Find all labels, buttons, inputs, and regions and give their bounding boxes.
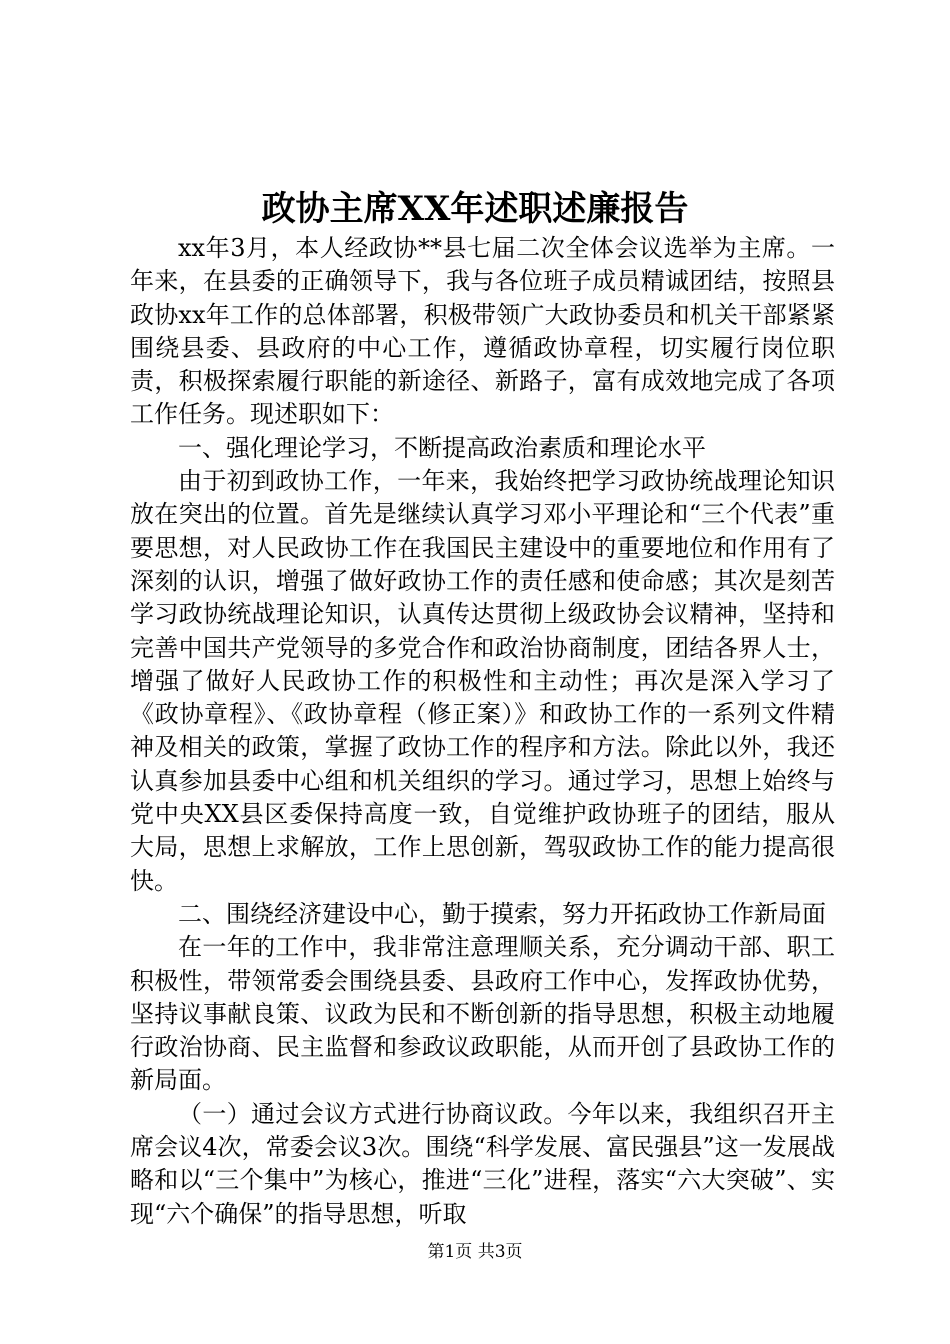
paragraph-work: 在一年的工作中，我非常注意理顺关系，充分调动干部、职工积极性，带领常委会围绕县委、县政府工作中心，发挥政协优势，坚持议事献良策、议政为民和不断创新的指导思想，积极主动地履行政治协商、民主监督和参政议政职能，从而开创了县政协工作的新局面。	[130, 933, 835, 1095]
section-heading-1: 一、强化理论学习，不断提高政治素质和理论水平	[178, 433, 706, 462]
document-body	[130, 232, 835, 1231]
section-heading-2: 二、围绕经济建设中心，勤于摸索，努力开拓政协工作新局面	[178, 899, 826, 928]
document-title: 政协主席XX年述职述廉报告	[261, 189, 689, 229]
paragraph-meetings: （一）通过会议方式进行协商议政。今年以来，我组织召开主席会议4次，常委会议3次。围绕“科学发展、富民强县”这一发展战略和以“三个集中”为核心，推进“三化”进程，落实“六大突破”、实现“六个确保”的指导思想，听取	[130, 1099, 835, 1228]
paragraph-study: 由于初到政协工作，一年来，我始终把学习政协统战理论知识放在突出的位置。首先是继续认真学习邓小平理论和“三个代表”重要思想，对人民政协工作在我国民主建设中的重要地位和作用有了深刻的认识，增强了做好政协工作的责任感和使命感；其次是刻苦学习政协统战理论知识，认真传达贯彻上级政协会议精神，坚持和完善中国共产党领导的多党合作和政治协商制度，团结各界人士，增强了做好人民政协工作的积极性和主动性；再次是深入学习了《政协章程》、《政协章程（修正案）》和政协工作的一系列文件精神及相关的政策，掌握了政协工作的程序和方法。除此以外，我还认真参加县委中心组和机关组织的学习。通过学习，思想上始终与党中央XX县区委保持高度一致，自觉维护政协班子的团结，服从大局，思想上求解放，工作上思创新，驾驭政协工作的能力提高很快。	[130, 467, 835, 895]
paragraph-intro: xx年3月，本人经政协**县七届二次全体会议选举为主席。一年来，在县委的正确领导下，我与各位班子成员精诚团结，按照县政协xx年工作的总体部署，积极带领广大政协委员和机关干部紧紧围绕县委、县政府的中心工作，遵循政协章程，切实履行岗位职责，积极探索履行职能的新途径、新路子，富有成效地完成了各项工作任务。现述职如下：	[130, 234, 835, 429]
page-footer: 第1页 共3页	[427, 1242, 523, 1262]
